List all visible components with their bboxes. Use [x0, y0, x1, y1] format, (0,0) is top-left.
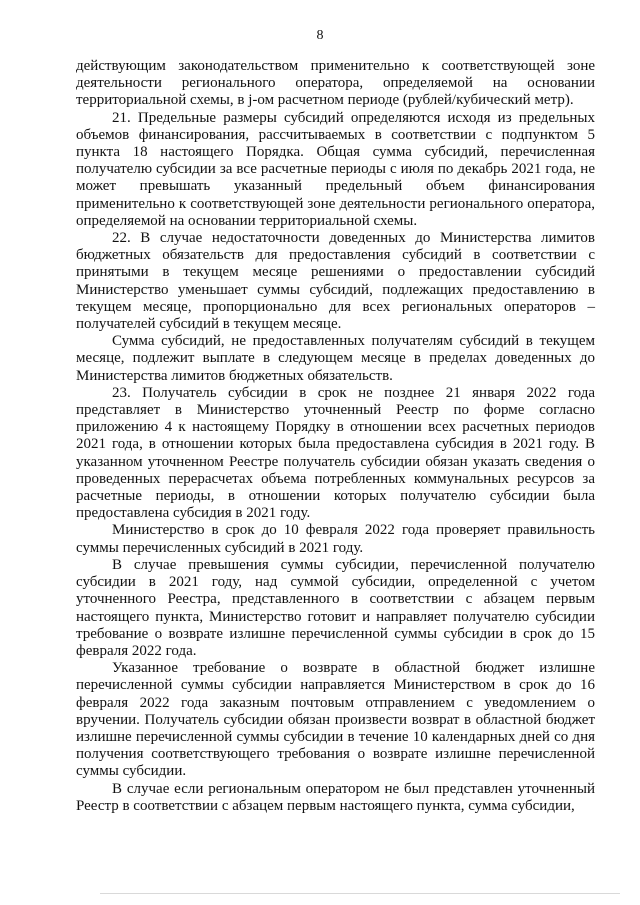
- paragraph-clause-23-refund: Указанное требование о возврате в областной бюджет излишне перечисленной суммы субсидии направляется Министерством в срок до 16 февраля 2022 года заказным почтовым отправлением с уведомлением о вручении. Получатель субсидии обязан произвести возврат в областной бюджет излишне перечисленной суммы субсидии в течение 10 календарных дней со дня получения соответствующего требования о возврате излишне перечисленной суммы субсидии.: [76, 660, 595, 780]
- page-number: 8: [316, 28, 324, 43]
- paragraph-clause-23-missing: В случае если региональным оператором не был представлен уточненный Реестр в соответствии с абзацем первым настоящего пункта, сумма субсидии,: [76, 780, 595, 814]
- paragraph-clause-21: 21. Предельные размеры субсидий определяются исходя из предельных объемов финансирования, рассчитываемых в соответствии с подпунктом 5 пункта 18 настоящего Порядка. Общая сумма субсидий, перечисленная получателю субсидии за все расчетные периоды с июля по декабрь 2021 года, не может превышать указанный предельный объем финансирования применительно к соответствующей зоне деятельности регионального оператора, определяемой на основании территориальной схемы.: [76, 109, 595, 229]
- paragraph-clause-23: 23. Получатель субсидии в срок не позднее 21 января 2022 года представляет в Министерство уточненный Реестр по форме согласно приложению 4 к настоящему Порядку в отношении всех расчетных периодов 2021 года, в отношении которых была предоставлена субсидия в 2021 году. В указанном уточненном Реестре получатель субсидии обязан указать сведения о проведенных перерасчетах объема потребленных коммунальных ресурсов за расчетные периоды, в отношении которых получателю субсидии была предоставлена субсидия в 2021 году.: [76, 384, 595, 522]
- paragraph-continuation: действующим законодательством применительно к соответствующей зоне деятельности регионального оператора, определяемой на основании территориальной схемы, в j-ом расчетном периоде (рублей/кубический метр).: [76, 58, 595, 109]
- paragraph-clause-22-cont: Сумма субсидий, не предоставленных получателям субсидий в текущем месяце, подлежит выплате в следующем месяце в пределах доведенных до Министерства лимитов бюджетных обязательств.: [76, 333, 595, 384]
- document-body: [76, 58, 595, 815]
- paragraph-clause-23-excess: В случае превышения суммы субсидии, перечисленной получателю субсидии в 2021 году, над суммой субсидии, определенной с учетом уточненного Реестра, представленного в соответствии с абзацем первым настоящего пункта, Министерство готовит и направляет получателю субсидии требование о возврате излишне перечисленной суммы субсидии в срок до 15 февраля 2022 года.: [76, 556, 595, 659]
- scan-edge-line: [100, 893, 620, 894]
- paragraph-clause-22: 22. В случае недостаточности доведенных до Министерства лимитов бюджетных обязательств для предоставления субсидий в соответствии с принятыми в текущем месяце решениями о предоставлении субсидий Министерство уменьшает суммы субсидий, подлежащих предоставлению в текущем месяце, пропорционально для всех региональных операторов – получателей субсидий в текущем месяце.: [76, 230, 595, 333]
- paragraph-clause-23-check: Министерство в срок до 10 февраля 2022 года проверяет правильность суммы перечисленных субсидий в 2021 году.: [76, 522, 595, 556]
